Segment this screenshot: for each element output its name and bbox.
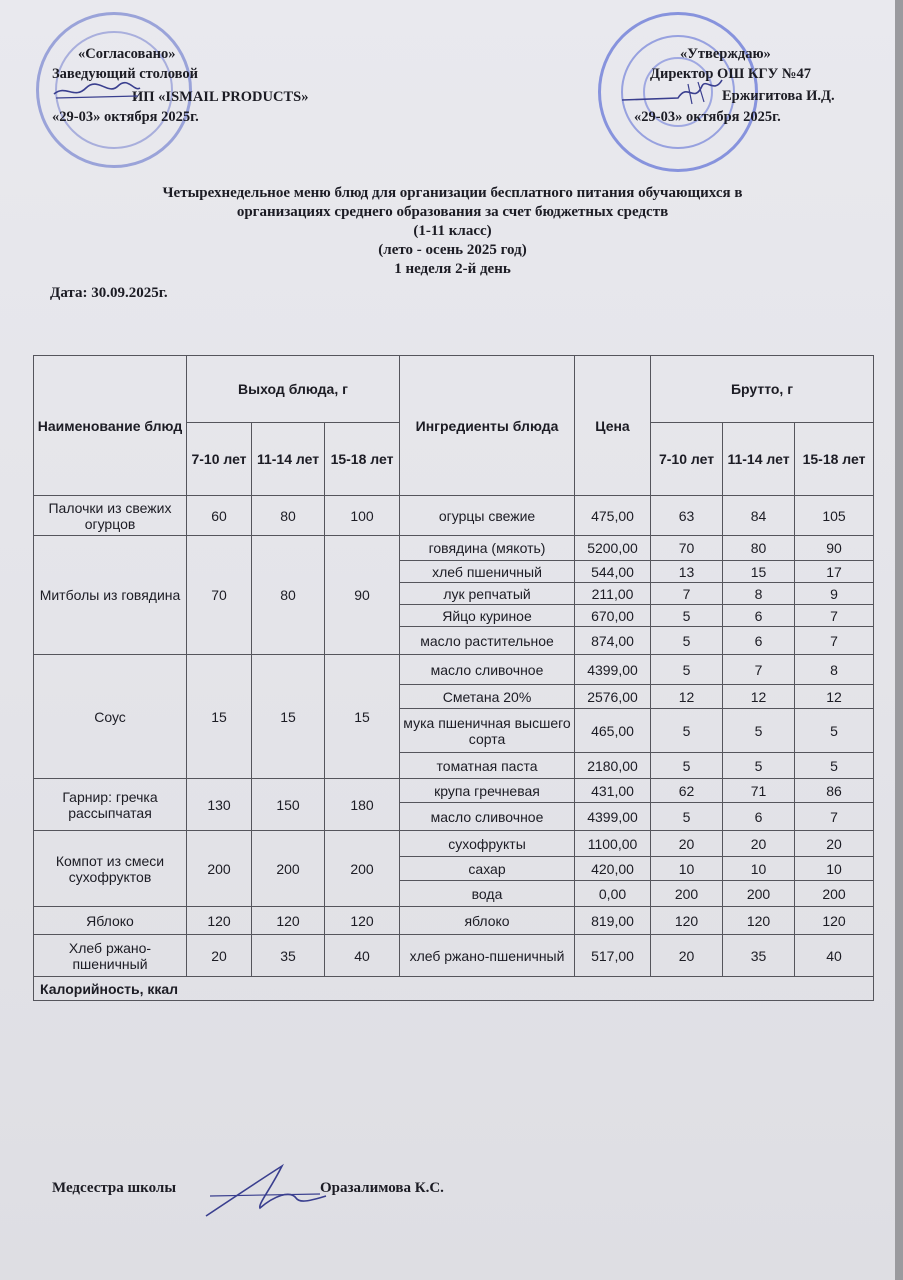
dish-output: 120 — [252, 907, 325, 935]
agreed-date: «29-03» октября 2025г. — [52, 109, 199, 125]
title-line-4: (лето - осень 2025 год) — [378, 242, 527, 258]
ingredient-brutto: 5 — [651, 803, 723, 831]
ingredient-brutto: 86 — [795, 779, 874, 803]
ingredient-brutto: 62 — [651, 779, 723, 803]
ingredient-brutto: 5 — [651, 709, 723, 753]
document-title — [30, 184, 875, 279]
dish-output: 120 — [187, 907, 252, 935]
ingredient-brutto: 200 — [795, 881, 874, 907]
ingredient-brutto: 5 — [651, 627, 723, 655]
ingredient-price: 2180,00 — [575, 753, 651, 779]
ingredient-price: 4399,00 — [575, 655, 651, 685]
ingredient-brutto: 200 — [651, 881, 723, 907]
ingredient-brutto: 6 — [723, 605, 795, 627]
ingredient-brutto: 20 — [723, 831, 795, 857]
table-row — [34, 779, 874, 803]
nurse-signature — [200, 1160, 330, 1222]
signature-left — [52, 78, 142, 102]
dish-name: Соус — [34, 655, 187, 779]
dish-name: Яблоко — [34, 907, 187, 935]
ingredient-brutto: 70 — [651, 536, 723, 561]
ingredient-name: масло сливочное — [400, 803, 575, 831]
dish-output: 35 — [252, 935, 325, 977]
ingredient-brutto: 7 — [651, 583, 723, 605]
dish-output: 20 — [187, 935, 252, 977]
ingredient-name: Яйцо куриное — [400, 605, 575, 627]
ingredient-price: 420,00 — [575, 857, 651, 881]
brutto-age-15-18: 15-18 лет — [795, 423, 874, 496]
table-row — [34, 831, 874, 857]
dish-output: 15 — [252, 655, 325, 779]
approve-date: «29-03» октября 2025г. — [634, 109, 781, 125]
director-name: Ержигитова И.Д. — [722, 88, 835, 104]
dish-name: Компот из смеси сухофруктов — [34, 831, 187, 907]
ingredient-price: 431,00 — [575, 779, 651, 803]
ingredient-brutto: 7 — [795, 605, 874, 627]
ingredient-price: 465,00 — [575, 709, 651, 753]
ingredient-price: 874,00 — [575, 627, 651, 655]
ingredient-name: сухофрукты — [400, 831, 575, 857]
ingredient-price: 5200,00 — [575, 536, 651, 561]
table-row — [34, 536, 874, 561]
dish-name: Палочки из свежих огурцов — [34, 496, 187, 536]
ingredient-price: 2576,00 — [575, 685, 651, 709]
output-age-15-18: 15-18 лет — [325, 423, 400, 496]
ingredient-brutto: 120 — [723, 907, 795, 935]
ingredient-name: крупа гречневая — [400, 779, 575, 803]
approve-label: «Утверждаю» — [680, 46, 771, 62]
title-line-2: организациях среднего образования за счет бюджетных средств — [236, 204, 669, 220]
brutto-header: Брутто, г — [651, 356, 874, 423]
dish-output: 180 — [325, 779, 400, 831]
dish-output: 15 — [325, 655, 400, 779]
dish-output: 70 — [187, 536, 252, 655]
title-line-3: (1-11 класс) — [413, 223, 492, 239]
ingredient-brutto: 17 — [795, 561, 874, 583]
ingredient-brutto: 12 — [723, 685, 795, 709]
ingredient-name: масло растительное — [400, 627, 575, 655]
table-row — [34, 496, 874, 536]
dish-name-header: Наименование блюд — [34, 356, 187, 496]
table-row — [34, 907, 874, 935]
ingredient-brutto: 10 — [723, 857, 795, 881]
ingredient-brutto: 7 — [795, 627, 874, 655]
ingredient-brutto: 5 — [795, 753, 874, 779]
ingredient-name: мука пшеничная высшего сорта — [400, 709, 575, 753]
ingredient-name: хлеб пшеничный — [400, 561, 575, 583]
ingredient-brutto: 5 — [651, 655, 723, 685]
menu-body — [34, 496, 874, 977]
signature-right — [618, 74, 728, 108]
ingredient-brutto: 7 — [723, 655, 795, 685]
ingredient-brutto: 63 — [651, 496, 723, 536]
ingredient-price: 475,00 — [575, 496, 651, 536]
ingredient-brutto: 12 — [795, 685, 874, 709]
table-row — [34, 655, 874, 685]
ingredient-price: 4399,00 — [575, 803, 651, 831]
ingredient-brutto: 120 — [795, 907, 874, 935]
menu-table — [33, 355, 874, 1001]
calories-row: Калорийность, ккал — [34, 977, 874, 1001]
canteen-head-label: Заведующий столовой — [52, 66, 199, 82]
price-header: Цена — [575, 356, 651, 496]
page-edge — [895, 0, 903, 1280]
ingredient-price: 670,00 — [575, 605, 651, 627]
ingredient-name: говядина (мякоть) — [400, 536, 575, 561]
dish-output: 200 — [325, 831, 400, 907]
nurse-label: Медсестра школы — [52, 1180, 177, 1196]
ingredient-brutto: 10 — [795, 857, 874, 881]
ingredient-name: огурцы свежие — [400, 496, 575, 536]
dish-output: 90 — [325, 536, 400, 655]
ingredient-brutto: 15 — [723, 561, 795, 583]
ingredient-brutto: 84 — [723, 496, 795, 536]
dish-output: 200 — [187, 831, 252, 907]
ingredient-brutto: 200 — [723, 881, 795, 907]
dish-output: 80 — [252, 536, 325, 655]
ingredient-name: лук репчатый — [400, 583, 575, 605]
ingredient-name: яблоко — [400, 907, 575, 935]
ingredient-brutto: 120 — [651, 907, 723, 935]
dish-output: 100 — [325, 496, 400, 536]
output-age-7-10: 7-10 лет — [187, 423, 252, 496]
ingredient-brutto: 71 — [723, 779, 795, 803]
ingredient-brutto: 5 — [723, 753, 795, 779]
ingredient-name: вода — [400, 881, 575, 907]
dish-output: 120 — [325, 907, 400, 935]
dish-output: 60 — [187, 496, 252, 536]
dish-output: 200 — [252, 831, 325, 907]
table-row — [34, 935, 874, 977]
title-line-5: 1 неделя 2-й день — [394, 261, 511, 277]
ingredient-brutto: 90 — [795, 536, 874, 561]
output-age-11-14: 11-14 лет — [252, 423, 325, 496]
ingredient-price: 0,00 — [575, 881, 651, 907]
dish-output: 130 — [187, 779, 252, 831]
ingredient-brutto: 6 — [723, 627, 795, 655]
dish-output: 15 — [187, 655, 252, 779]
menu-date: Дата: 30.09.2025г. — [50, 285, 168, 301]
ingredient-brutto: 8 — [795, 655, 874, 685]
ingredient-price: 1100,00 — [575, 831, 651, 857]
dish-output: 40 — [325, 935, 400, 977]
dish-name: Хлеб ржано-пшеничный — [34, 935, 187, 977]
ingredient-brutto: 9 — [795, 583, 874, 605]
ingredient-brutto: 20 — [795, 831, 874, 857]
ingredient-name: масло сливочное — [400, 655, 575, 685]
ingredient-name: томатная паста — [400, 753, 575, 779]
ingredient-name: сахар — [400, 857, 575, 881]
brutto-age-11-14: 11-14 лет — [723, 423, 795, 496]
company-name: ИП «ISMAIL PRODUCTS» — [132, 89, 309, 105]
ingredient-price: 211,00 — [575, 583, 651, 605]
ingredient-brutto: 8 — [723, 583, 795, 605]
ingredient-brutto: 5 — [723, 709, 795, 753]
ingredient-brutto: 12 — [651, 685, 723, 709]
output-header: Выход блюда, г — [187, 356, 400, 423]
ingredient-brutto: 5 — [795, 709, 874, 753]
ingredients-header: Ингредиенты блюда — [400, 356, 575, 496]
dish-output: 80 — [252, 496, 325, 536]
title-line-1: Четырехнедельное меню блюд для организации бесплатного питания обучающихся в — [162, 185, 743, 201]
ingredient-brutto: 10 — [651, 857, 723, 881]
brutto-age-7-10: 7-10 лет — [651, 423, 723, 496]
nurse-name: Оразалимова К.С. — [320, 1180, 444, 1196]
ingredient-brutto: 20 — [651, 831, 723, 857]
agreed-label: «Согласовано» — [78, 46, 176, 62]
dish-name: Гарнир: гречка рассыпчатая — [34, 779, 187, 831]
dish-name: Митболы из говядина — [34, 536, 187, 655]
ingredient-brutto: 80 — [723, 536, 795, 561]
ingredient-brutto: 40 — [795, 935, 874, 977]
ingredient-price: 544,00 — [575, 561, 651, 583]
ingredient-brutto: 6 — [723, 803, 795, 831]
ingredient-name: хлеб ржано-пшеничный — [400, 935, 575, 977]
ingredient-brutto: 5 — [651, 753, 723, 779]
ingredient-price: 819,00 — [575, 907, 651, 935]
ingredient-brutto: 7 — [795, 803, 874, 831]
ingredient-brutto: 105 — [795, 496, 874, 536]
ingredient-brutto: 20 — [651, 935, 723, 977]
ingredient-name: Сметана 20% — [400, 685, 575, 709]
ingredient-brutto: 5 — [651, 605, 723, 627]
ingredient-brutto: 35 — [723, 935, 795, 977]
ingredient-brutto: 13 — [651, 561, 723, 583]
ingredient-price: 517,00 — [575, 935, 651, 977]
director-label: Директор ОШ КГУ №47 — [650, 66, 811, 82]
dish-output: 150 — [252, 779, 325, 831]
